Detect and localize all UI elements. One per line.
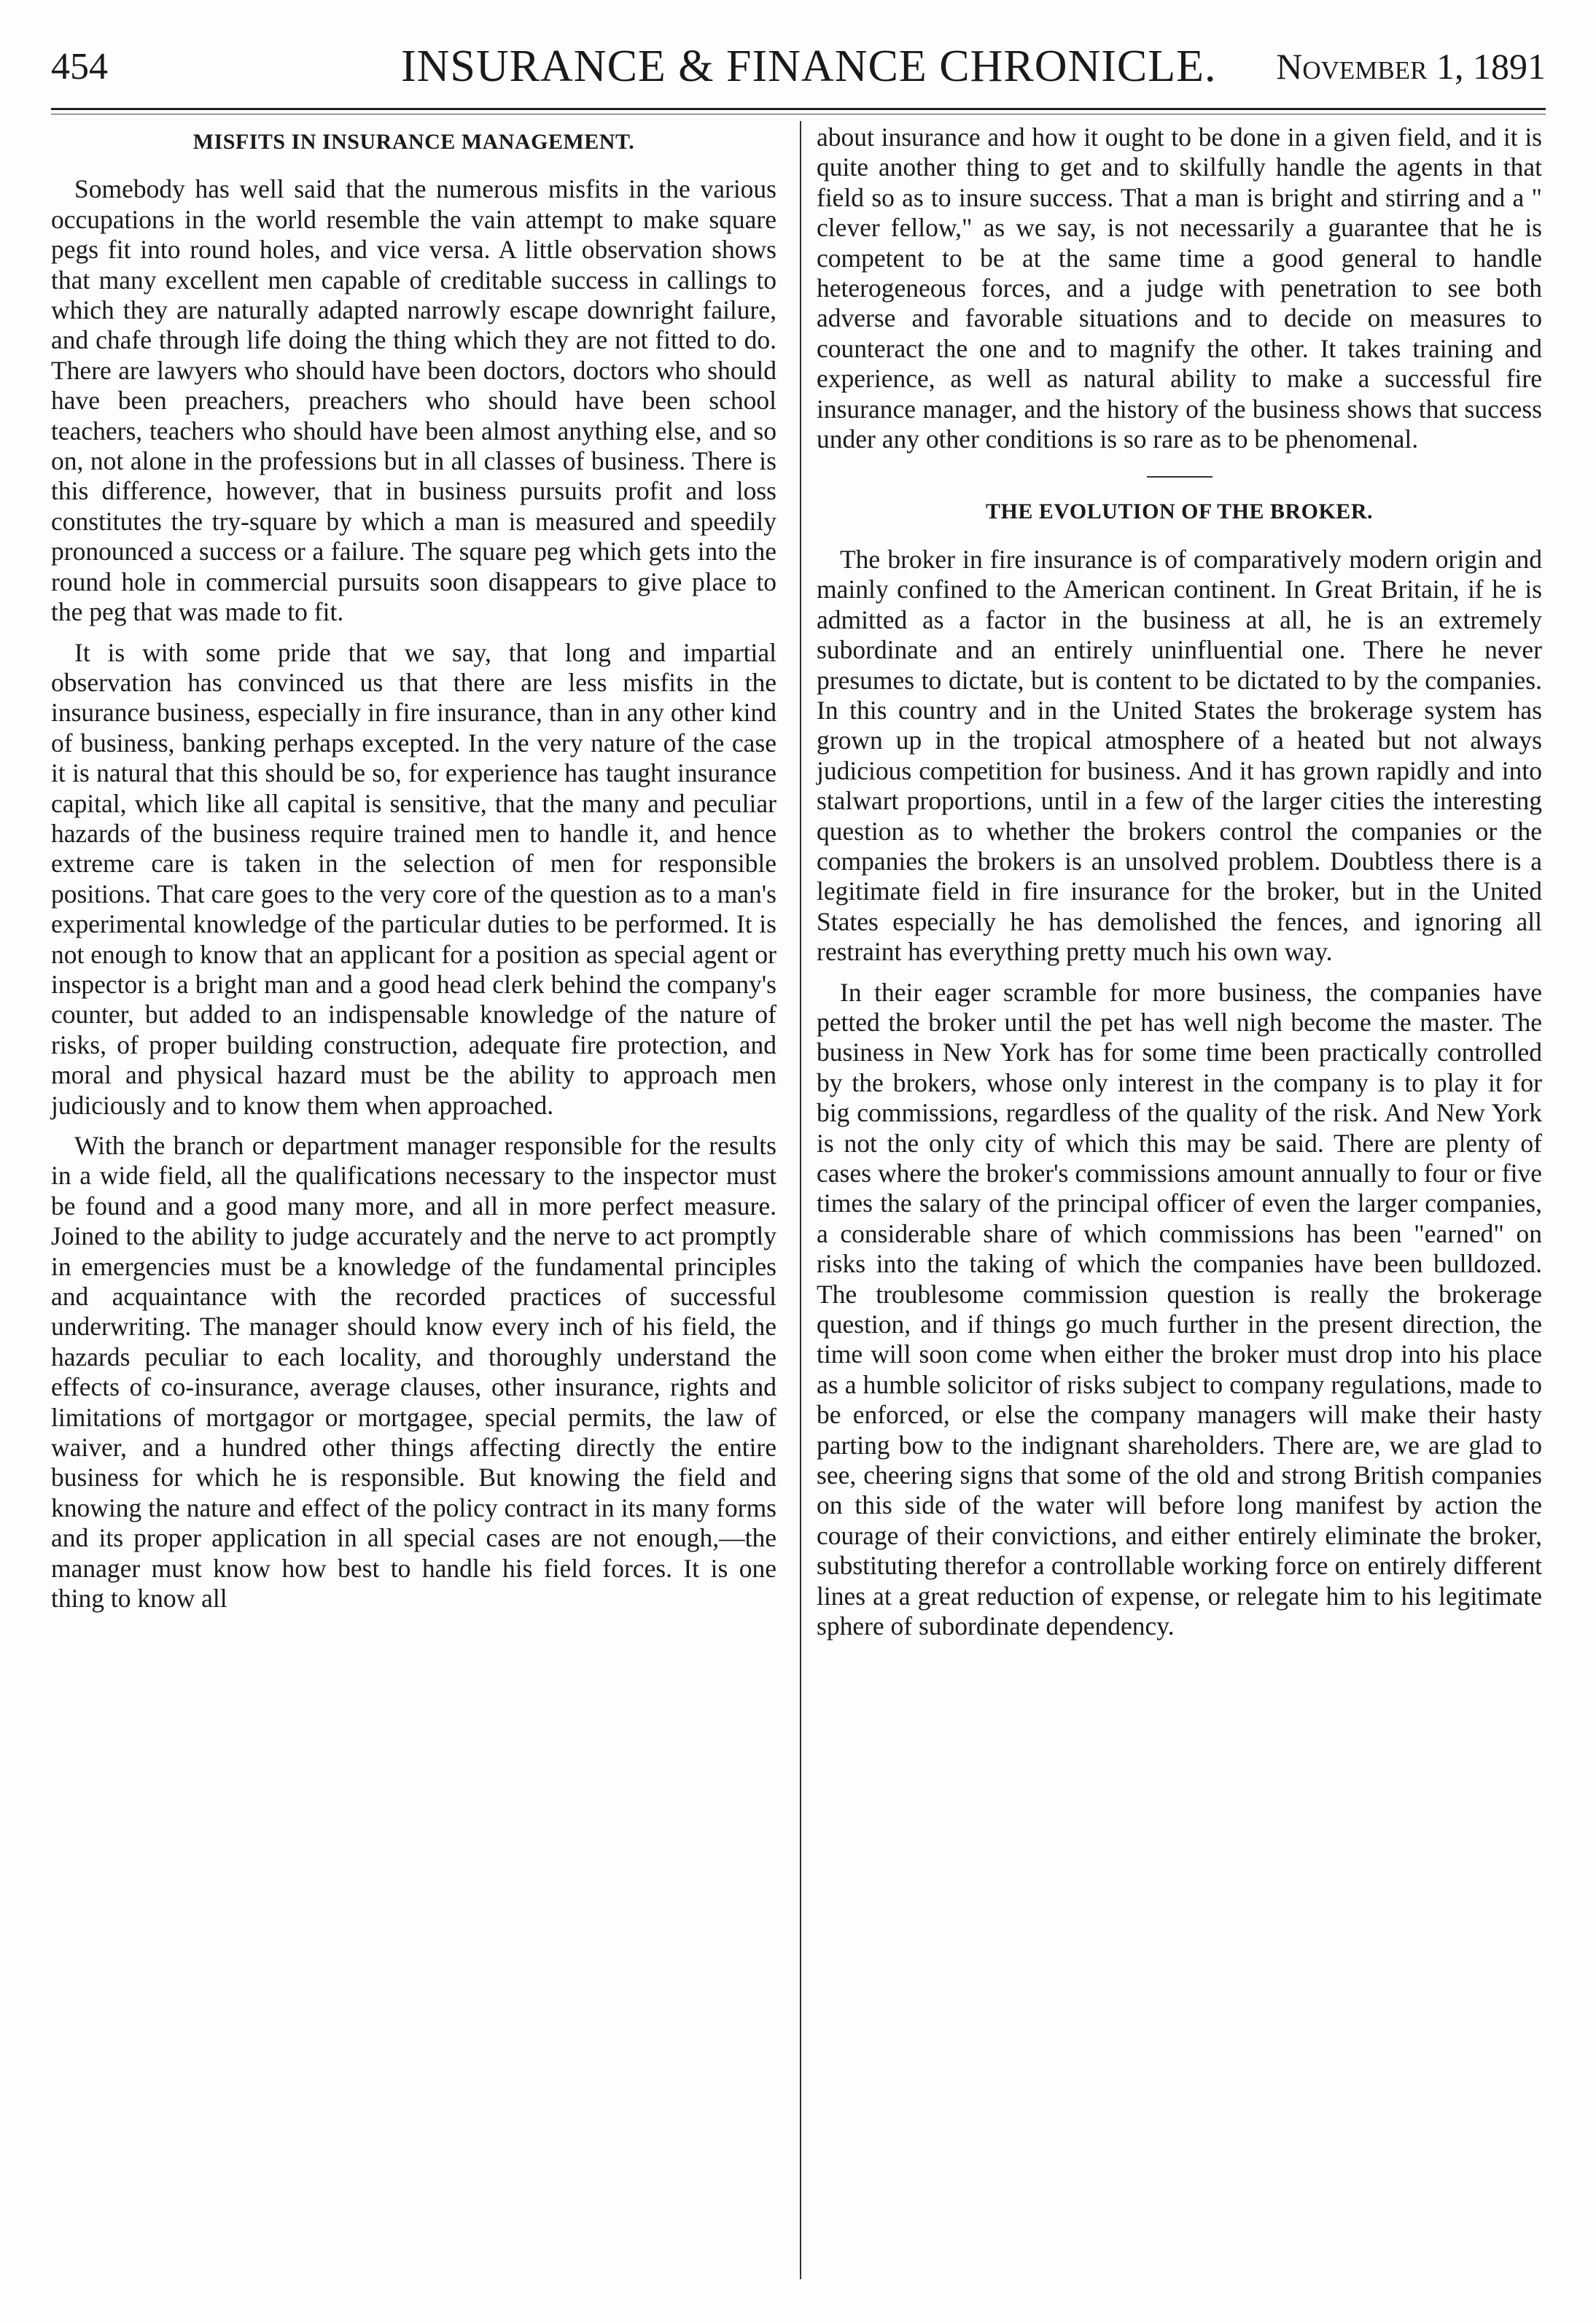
article-paragraph: With the branch or department manager responsible for the results in a wide field, all the qualifications necessary to the inspector must be found and a good many more, and all in more perfect measure. Joined to the ability to judge accurately and the nerve to act promptly in emergencies must be a knowledge of the fundamental principles and acquaintance with the recorded practices of successful underwriting. The manager should know every inch of his field, the hazards peculiar to each locality, and thoroughly understand the effects of co-insurance, average clauses, other insurance, rights and limitations of mortgagor or mortgagee, special permits, the law of waiver, and a hundred other things affecting directly the entire business for which he is responsible. But knowing the field and knowing the nature and effect of the policy contract in its many forms and its proper application in all special cases are not enough,—the manager must know how best to handle his field forces. It is one thing to know all bbox=[51, 1131, 776, 1614]
issue-date: November 1, 1891 bbox=[1276, 46, 1546, 87]
article-title-misfits: MISFITS IN INSURANCE MANAGEMENT. bbox=[192, 130, 635, 154]
page-header bbox=[51, 35, 1546, 99]
left-column bbox=[51, 122, 776, 1624]
page-number: 454 bbox=[51, 46, 108, 87]
column-divider bbox=[800, 121, 801, 2279]
right-column bbox=[817, 122, 1542, 1652]
article-paragraph: In their eager scramble for more business, the companies have petted the broker until the pet has well nigh become the master. The business in New York has for some time been practically controlled by the brokers, whose only interest in the company is to play it for big commissions, regardless of the quality of the risk. And New York is not the only city of which this may be said. There are plenty of cases where the broker's commissions amount annually to four or five times the salary of the principal officer of even the larger companies, a considerable share of which commissions has been "earned" on risks into the taking of which the companies have been bulldozed. The troublesome commission question is really the brokerage question, and if things go much further in the present direction, the time will soon come when either the broker must drop into his place as a humble solicitor of risks subject to company regulations, made to be enforced, or else the company managers will make their hasty parting bow to the indignant shareholders. There are, we are glad to see, cheering signs that some of the old and strong British companies on this side of the water will before long manifest by action the courage of their convictions, and either entirely eliminate the broker, substituting therefor a controllable working force on entirely different lines at a great reduction of expense, or relegate him to his legitimate sphere of subordinate dependency. bbox=[817, 977, 1542, 1641]
newspaper-page bbox=[51, 35, 1546, 2288]
article-paragraph: It is with some pride that we say, that long and impartial observation has convinced us that there are less misfits in the insurance business, especially in fire insurance, than in any other kind of business, banking perhaps excepted. In the very nature of the case it is natural that this should be so, for experience has taught insurance capital, which like all capital is sensitive, that the many and peculiar hazards of the business require trained men to handle it, and hence extreme care is taken in the selection of men for responsible positions. That care goes to the very core of the question as to a man's experimental knowledge of the particular duties to be performed. It is not enough to know that an applicant for a position as special agent or inspector is a bright man and a good head clerk behind the company's counter, but added to an indispensable knowledge of the nature of risks, of proper building construction, adequate fire protection, and moral and physical hazard must be the ability to approach men judiciously and to know them when approached. bbox=[51, 637, 776, 1120]
header-rule bbox=[51, 108, 1546, 110]
article-paragraph: Somebody has well said that the numerous misfits in the various occupations in the world resemble the vain attempt to make square pegs fit into round holes, and vice versa. A little observation shows that many excellent men capable of creditable success in callings to which they are naturally adapted narrowly escape downright failure, and chafe through life doing the thing which they are not fitted to do. There are lawyers who should have been doctors, doctors who should have been preachers, preachers who should have been school teachers, teachers who should have been almost anything else, and so on, not alone in the professions but in all classes of business. There is this difference, however, that in business pursuits profit and loss constitutes the try-square by which a man is measured and speedily pronounced a success or a failure. The square peg which gets into the round hole in commercial pursuits soon disappears to give place to the peg that was made to fit. bbox=[51, 174, 776, 627]
section-divider bbox=[1147, 476, 1212, 478]
article-continuation: about insurance and how it ought to be done in a given field, and it is quite another thing to get and to skilfully handle the agents in that field so as to insure success. That a man is bright and stirring and a " clever fellow," as we say, is not necessarily a guarantee that he is competent to be at the same time a good general to handle heterogeneous forces, and a judge with penetration to see both adverse and favorable situations and to decide on measures to counteract the one and to magnify the other. It takes training and experience, as well as natural ability to make a successful fire insurance manager, and the history of the business shows that success under any other conditions is so rare as to be phenomenal. bbox=[817, 122, 1542, 454]
journal-title: INSURANCE & FINANCE CHRONICLE. bbox=[401, 42, 1217, 91]
article-title-broker: THE EVOLUTION OF THE BROKER. bbox=[985, 499, 1373, 524]
article-paragraph: The broker in fire insurance is of comparatively modern origin and mainly confined to the American continent. In Great Britain, if he is admitted as a factor in the business at all, he is an extremely subordinate and an entirely uninfluential one. There he never presumes to dictate, but is content to be dictated to by the companies. In this country and in the United States the brokerage system has grown up in the tropical atmosphere of a heated but not always judicious competition for business. And it has grown rapidly and into stalwart proportions, until in a few of the larger cities the interesting question as to whether the brokers control the companies or the companies the brokers is an unsolved problem. Doubtless there is a legitimate field in fire insurance for the broker, but in the United States especially he has demolished the fences, and ignoring all restraint has everything pretty much his own way. bbox=[817, 544, 1542, 967]
